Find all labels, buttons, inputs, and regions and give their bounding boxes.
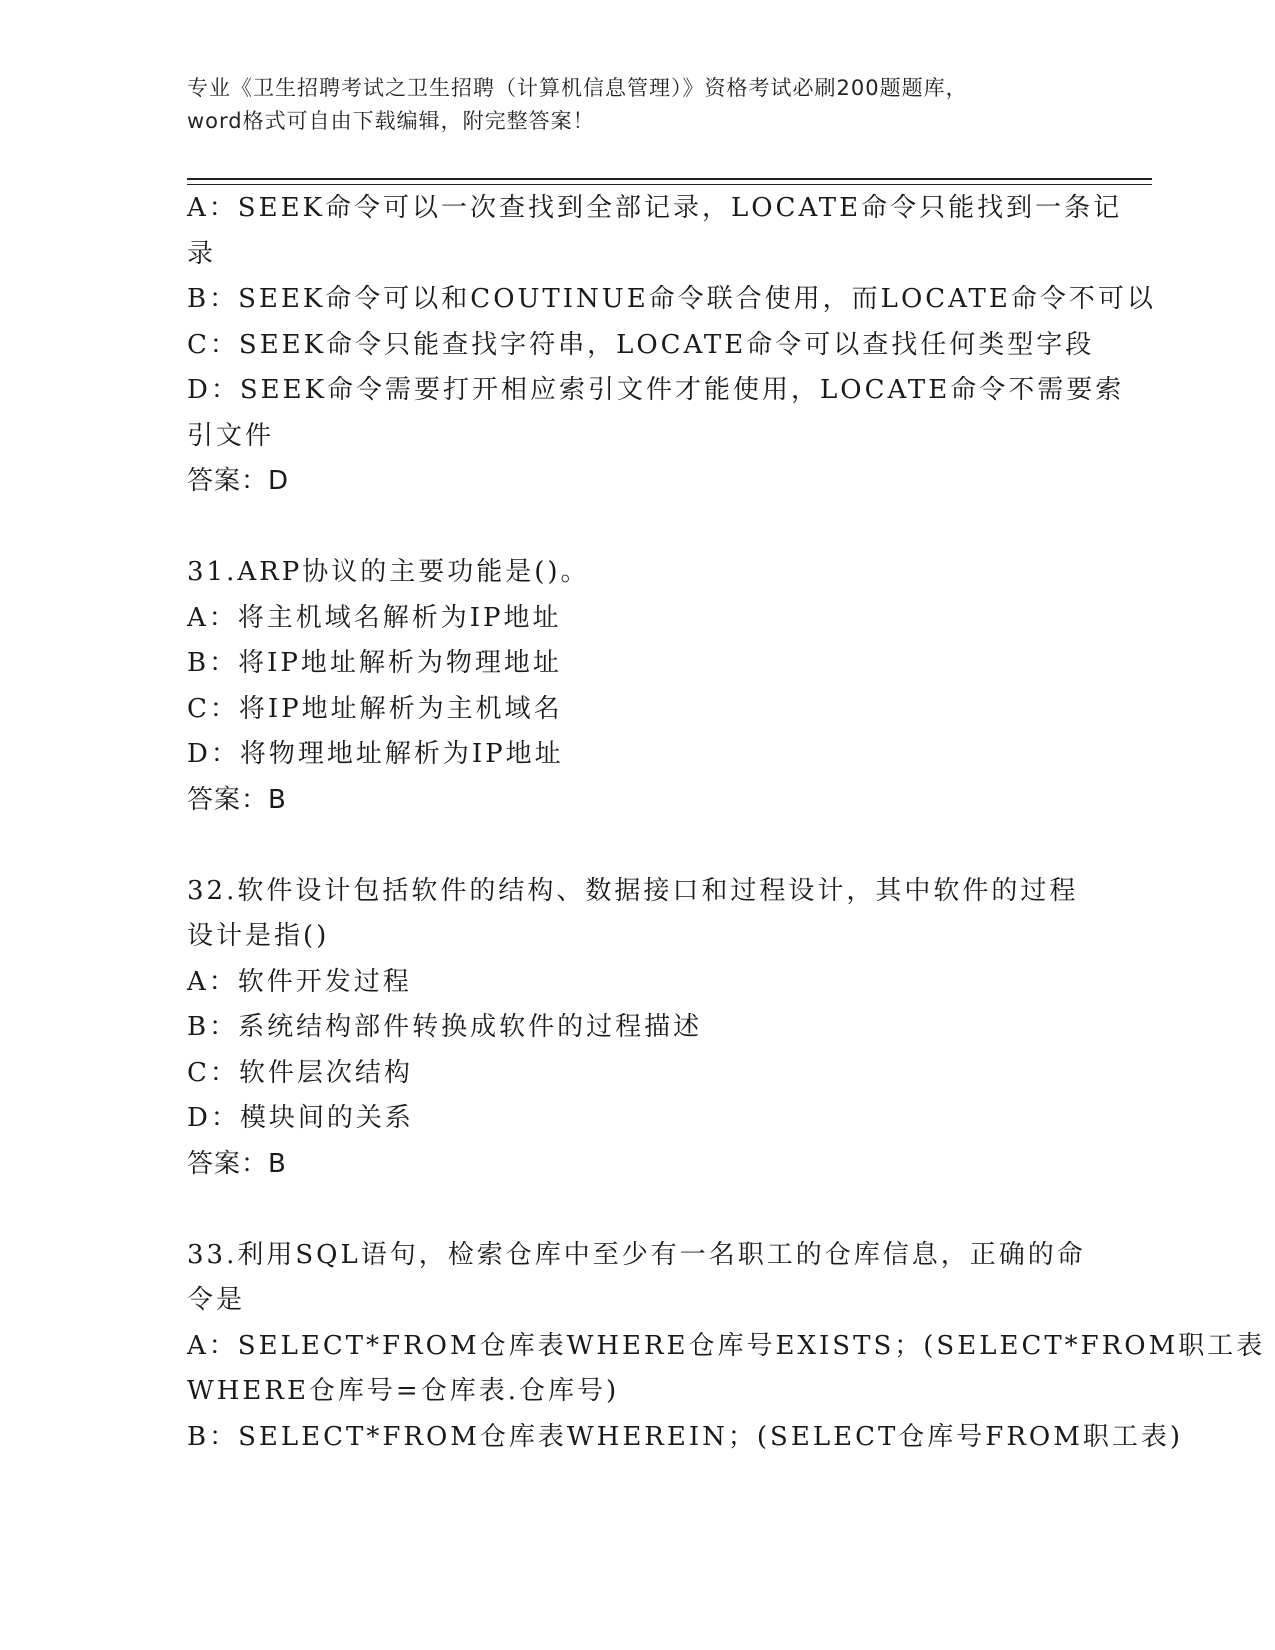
document-header xyxy=(187,72,1087,138)
header-line-2: word格式可自由下载编辑，附完整答案！ xyxy=(187,109,595,133)
answer: 答案：D xyxy=(187,466,290,496)
answer: 答案：B xyxy=(187,784,287,815)
question-33 xyxy=(187,1233,1266,1461)
spacer xyxy=(187,823,1087,869)
option-a: A：软件开发过程 xyxy=(187,966,412,997)
header-rule-thick xyxy=(187,178,1152,180)
spacer xyxy=(187,505,1087,551)
option-a-line-2: 录 xyxy=(187,238,217,269)
question-stem-line-2: 令是 xyxy=(187,1285,246,1315)
option-a-line-2: WHERE仓库号=仓库表.仓库号) xyxy=(187,1376,620,1406)
question-32 xyxy=(187,869,1087,1188)
question-30 xyxy=(187,186,1156,505)
option-b: B：将IP地址解析为物理地址 xyxy=(187,648,562,678)
question-31 xyxy=(187,550,1087,823)
header-line-1: 专业《卫生招聘考试之卫生招聘（计算机信息管理）》资格考试必刷200题题库， xyxy=(187,76,968,100)
header-rule-thin xyxy=(187,184,1152,185)
option-b: B：SELECT*FROM仓库表WHEREIN；(SELECT仓库号FROM职工表) xyxy=(187,1421,1183,1452)
option-a-line-1: A：SEEK命令可以一次查找到全部记录，LOCATE命令只能找到一条记 xyxy=(187,193,1123,223)
document-body xyxy=(187,186,1266,1460)
answer: 答案：B xyxy=(187,1148,287,1179)
spacer xyxy=(187,1187,1087,1233)
option-c: C：SEEK命令只能查找字符串，LOCATE命令可以查找任何类型字段 xyxy=(187,329,1095,360)
option-a-line-1: A：SELECT*FROM仓库表WHERE仓库号EXISTS；(SELECT*FROM职工表 xyxy=(187,1330,1266,1361)
question-stem-line-2: 设计是指() xyxy=(187,921,330,951)
option-d-line-2: 引文件 xyxy=(187,420,275,451)
question-stem-line-1: 33.利用SQL语句，检索仓库中至少有一名职工的仓库信息，正确的命 xyxy=(187,1239,1086,1270)
option-d: D：将物理地址解析为IP地址 xyxy=(187,739,564,769)
question-stem-line-1: 32.软件设计包括软件的结构、数据接口和过程设计，其中软件的过程 xyxy=(187,875,1079,906)
option-a: A：将主机域名解析为IP地址 xyxy=(187,602,562,633)
option-c: C：将IP地址解析为主机域名 xyxy=(187,693,563,724)
option-d: D：模块间的关系 xyxy=(187,1103,414,1133)
question-stem: 31.ARP协议的主要功能是()。 xyxy=(187,557,590,587)
option-b: B：SEEK命令可以和COUTINUE命令联合使用，而LOCATE命令不可以 xyxy=(187,284,1156,314)
option-c: C：软件层次结构 xyxy=(187,1057,413,1088)
option-d-line-1: D：SEEK命令需要打开相应索引文件才能使用，LOCATE命令不需要索 xyxy=(187,375,1125,405)
option-b: B：系统结构部件转换成软件的过程描述 xyxy=(187,1012,703,1042)
